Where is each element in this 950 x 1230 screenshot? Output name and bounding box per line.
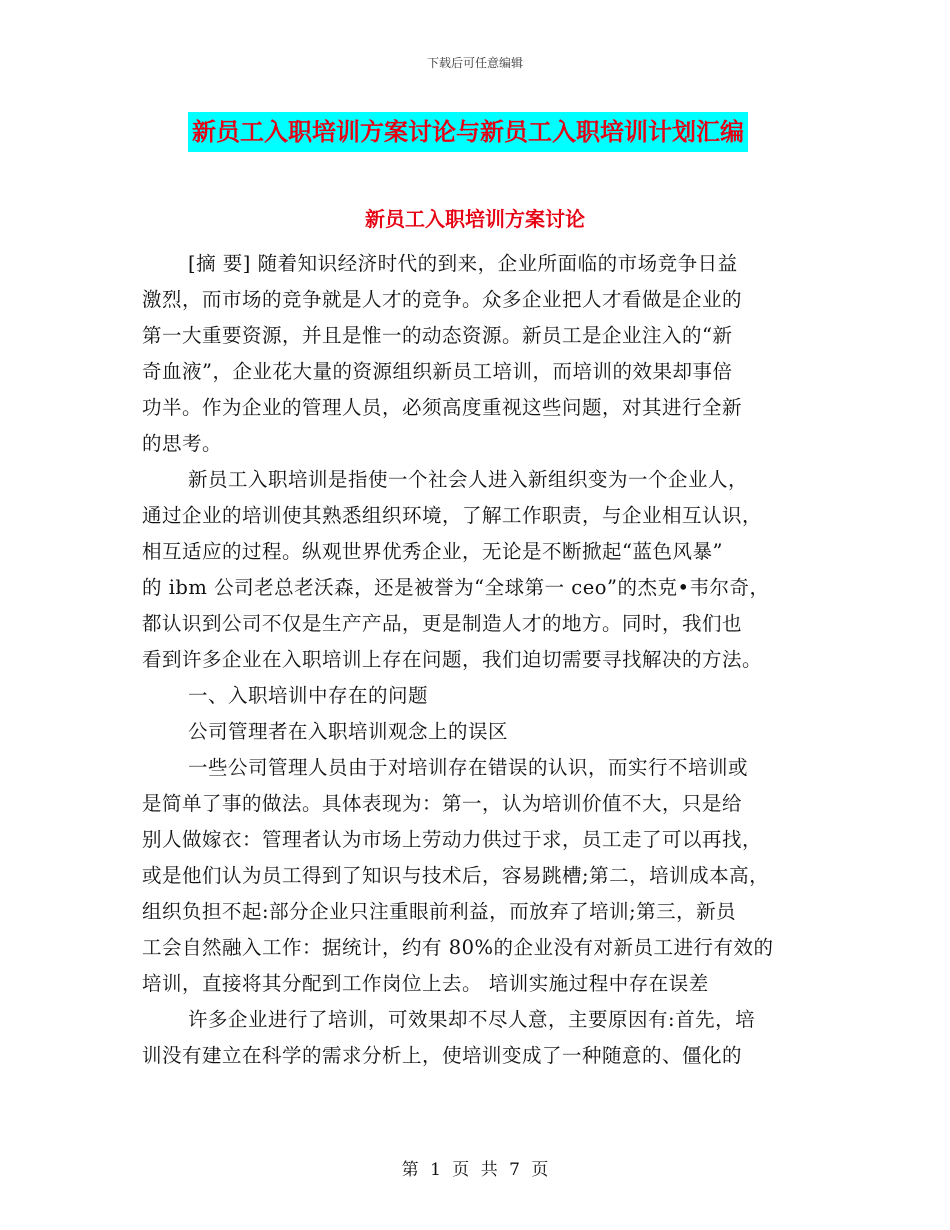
- paragraph-line: 功半。作为企业的管理人员，必须高度重视这些问题，对其进行全新: [142, 396, 743, 419]
- paragraph-line: 训没有建立在科学的需求分析上，使培训变成了一种随意的、僵化的: [142, 1044, 743, 1067]
- header-note: 下载后可任意编辑: [426, 56, 523, 70]
- document-title: 新员工入职培训方案讨论与新员工入职培训计划汇编: [188, 112, 748, 152]
- paragraph-line: 奇血液”，企业花大量的资源组织新员工培训，而培训的效果却事倍: [142, 360, 733, 383]
- paragraph-line: 工会自然融入工作：据统计，约有 80%的企业没有对新员工进行有效的: [142, 936, 774, 959]
- body-text: [142, 246, 822, 1074]
- subheading-line: 公司管理者在入职培训观念上的误区: [188, 720, 509, 743]
- paragraph-line: 许多企业进行了培训，可效果却不尽人意，主要原因有:首先，培: [188, 1008, 756, 1031]
- paragraph-line: 激烈，而市场的竞争就是人才的竞争。众多企业把人才看做是企业的: [142, 288, 743, 311]
- paragraph-line: 培训，直接将其分配到工作岗位上去。 培训实施过程中存在误差: [142, 972, 709, 995]
- page-number: 第 1 页 共 7 页: [401, 1160, 549, 1180]
- paragraph-line: 通过企业的培训使其熟悉组织环境，了解工作职责，与企业相互认识，: [142, 504, 763, 527]
- paragraph-line: 的 ibm 公司老总老沃森，还是被誉为“全球第一 ceo”的杰克•韦尔奇，: [142, 576, 770, 599]
- paragraph-line: 都认识到公司不仅是生产产品，更是制造人才的地方。同时，我们也: [142, 612, 743, 635]
- paragraph-line: [摘 要] 随着知识经济时代的到来，企业所面临的市场竞争日益: [188, 252, 738, 275]
- paragraph-line: 或是他们认为员工得到了知识与技术后，容易跳槽;第二，培训成本高，: [142, 864, 770, 887]
- paragraph-line: 相互适应的过程。纵观世界优秀企业，无论是不断掀起“蓝色风暴”: [142, 540, 723, 563]
- paragraph-line: 组织负担不起:部分企业只注重眼前利益，而放弃了培训;第三，新员: [142, 900, 737, 923]
- paragraph-line: 别人做嫁衣：管理者认为市场上劳动力供过于求，员工走了可以再找，: [142, 828, 763, 851]
- paragraph-line: 一些公司管理人员由于对培训存在错误的认识，而实行不培训或: [188, 756, 749, 779]
- paragraph-line: 第一大重要资源，并且是惟一的动态资源。新员工是企业注入的“新: [142, 324, 733, 347]
- paragraph-line: 新员工入职培训是指使一个社会人进入新组织变为一个企业人，: [188, 468, 749, 491]
- paragraph-line: 是简单了事的做法。具体表现为：第一，认为培训价值不大，只是给: [142, 792, 743, 815]
- heading-line: 一、入职培训中存在的问题: [188, 684, 429, 707]
- paragraph-line: 的思考。: [142, 432, 223, 455]
- paragraph-line: 看到许多企业在入职培训上存在问题，我们迫切需要寻找解决的方法。: [142, 648, 763, 671]
- section-title: 新员工入职培训方案讨论: [365, 207, 585, 231]
